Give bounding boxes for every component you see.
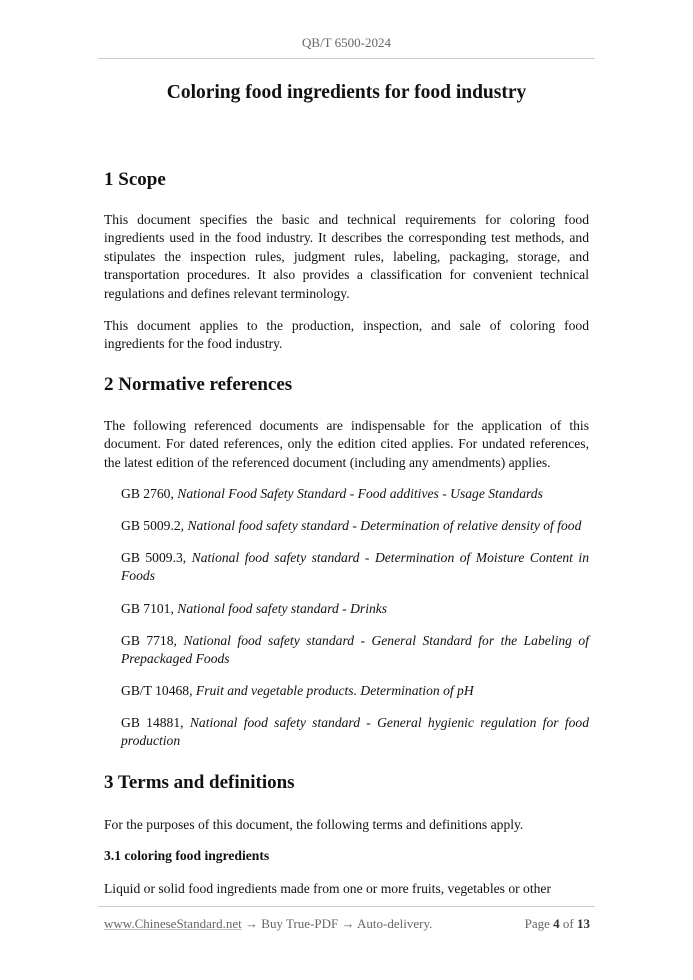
term-heading: 3.1 coloring food ingredients: [104, 848, 270, 863]
scope-paragraph-1: This document specifies the basic and technical requirements for coloring food ingredients used in the food industry. It describes the corresponding test methods, and stipulates the inspection rules, judgment rules, labeling, packaging, storage, and transportation procedures. It also provides a classification for convenient technical regulations and defines relevant terminology.: [104, 212, 589, 301]
page-indicator: [510, 916, 590, 932]
reference-item: [121, 549, 589, 586]
ref-title: National food safety standard - Determination of Moisture Content in Foods: [121, 550, 589, 584]
section-heading-scope: 1 Scope: [104, 169, 166, 190]
footer-promo-text: → Buy True-PDF → Auto-delivery.: [241, 916, 433, 931]
reference-item: [121, 600, 589, 618]
website-link[interactable]: www.ChineseStandard.net: [104, 916, 242, 931]
page-of: of: [559, 916, 577, 931]
reference-item: [121, 517, 589, 535]
page-number: 4: [553, 916, 560, 931]
ref-title: National food safety standard - General Standard for the Labeling of Prepackaged Foods: [121, 633, 589, 667]
ref-code: GB 5009.3,: [121, 550, 192, 565]
header-doc-code: QB/T 6500-2024: [302, 35, 391, 50]
reference-item: [121, 682, 589, 700]
document-title: Coloring food ingredients for food industry: [166, 82, 527, 103]
ref-code: GB 14881,: [121, 715, 190, 730]
ref-code: GB 7101,: [121, 601, 178, 616]
scope-paragraph-2: This document applies to the production, inspection, and sale of coloring food ingredients for the food industry.: [104, 318, 589, 352]
footer-promo: [104, 916, 432, 932]
term-definition: Liquid or solid food ingredients made from one or more fruits, vegetables or other: [104, 881, 551, 896]
section-heading-terms: 3 Terms and definitions: [104, 772, 295, 793]
ref-code: GB 5009.2,: [121, 518, 188, 533]
section-heading-normative: 2 Normative references: [104, 374, 293, 395]
ref-title: National Food Safety Standard - Food additives - Usage Standards: [177, 486, 543, 501]
footer-divider: [98, 906, 595, 907]
header-divider: [98, 58, 595, 59]
ref-code: GB 7718,: [121, 633, 184, 648]
ref-title: National food safety standard - Determination of relative density of food: [187, 518, 582, 533]
normative-paragraph: The following referenced documents are indispensable for the application of this document. For dated references, only the edition cited applies. For undated references, the latest edition of the referenced document (including any amendments) applies.: [104, 418, 589, 470]
page-label: Page: [524, 916, 554, 931]
ref-code: GB 2760,: [121, 486, 178, 501]
ref-code: GB/T 10468,: [121, 683, 196, 698]
reference-item: [121, 485, 589, 503]
terms-paragraph: For the purposes of this document, the following terms and definitions apply.: [104, 817, 524, 832]
ref-title: National food safety standard - Drinks: [177, 601, 388, 616]
reference-item: [121, 714, 589, 751]
page-total: 13: [577, 916, 590, 931]
reference-item: [121, 632, 589, 669]
ref-title: National food safety standard - General hygienic regulation for food production: [121, 715, 589, 749]
ref-title: Fruit and vegetable products. Determination of pH: [195, 683, 474, 698]
